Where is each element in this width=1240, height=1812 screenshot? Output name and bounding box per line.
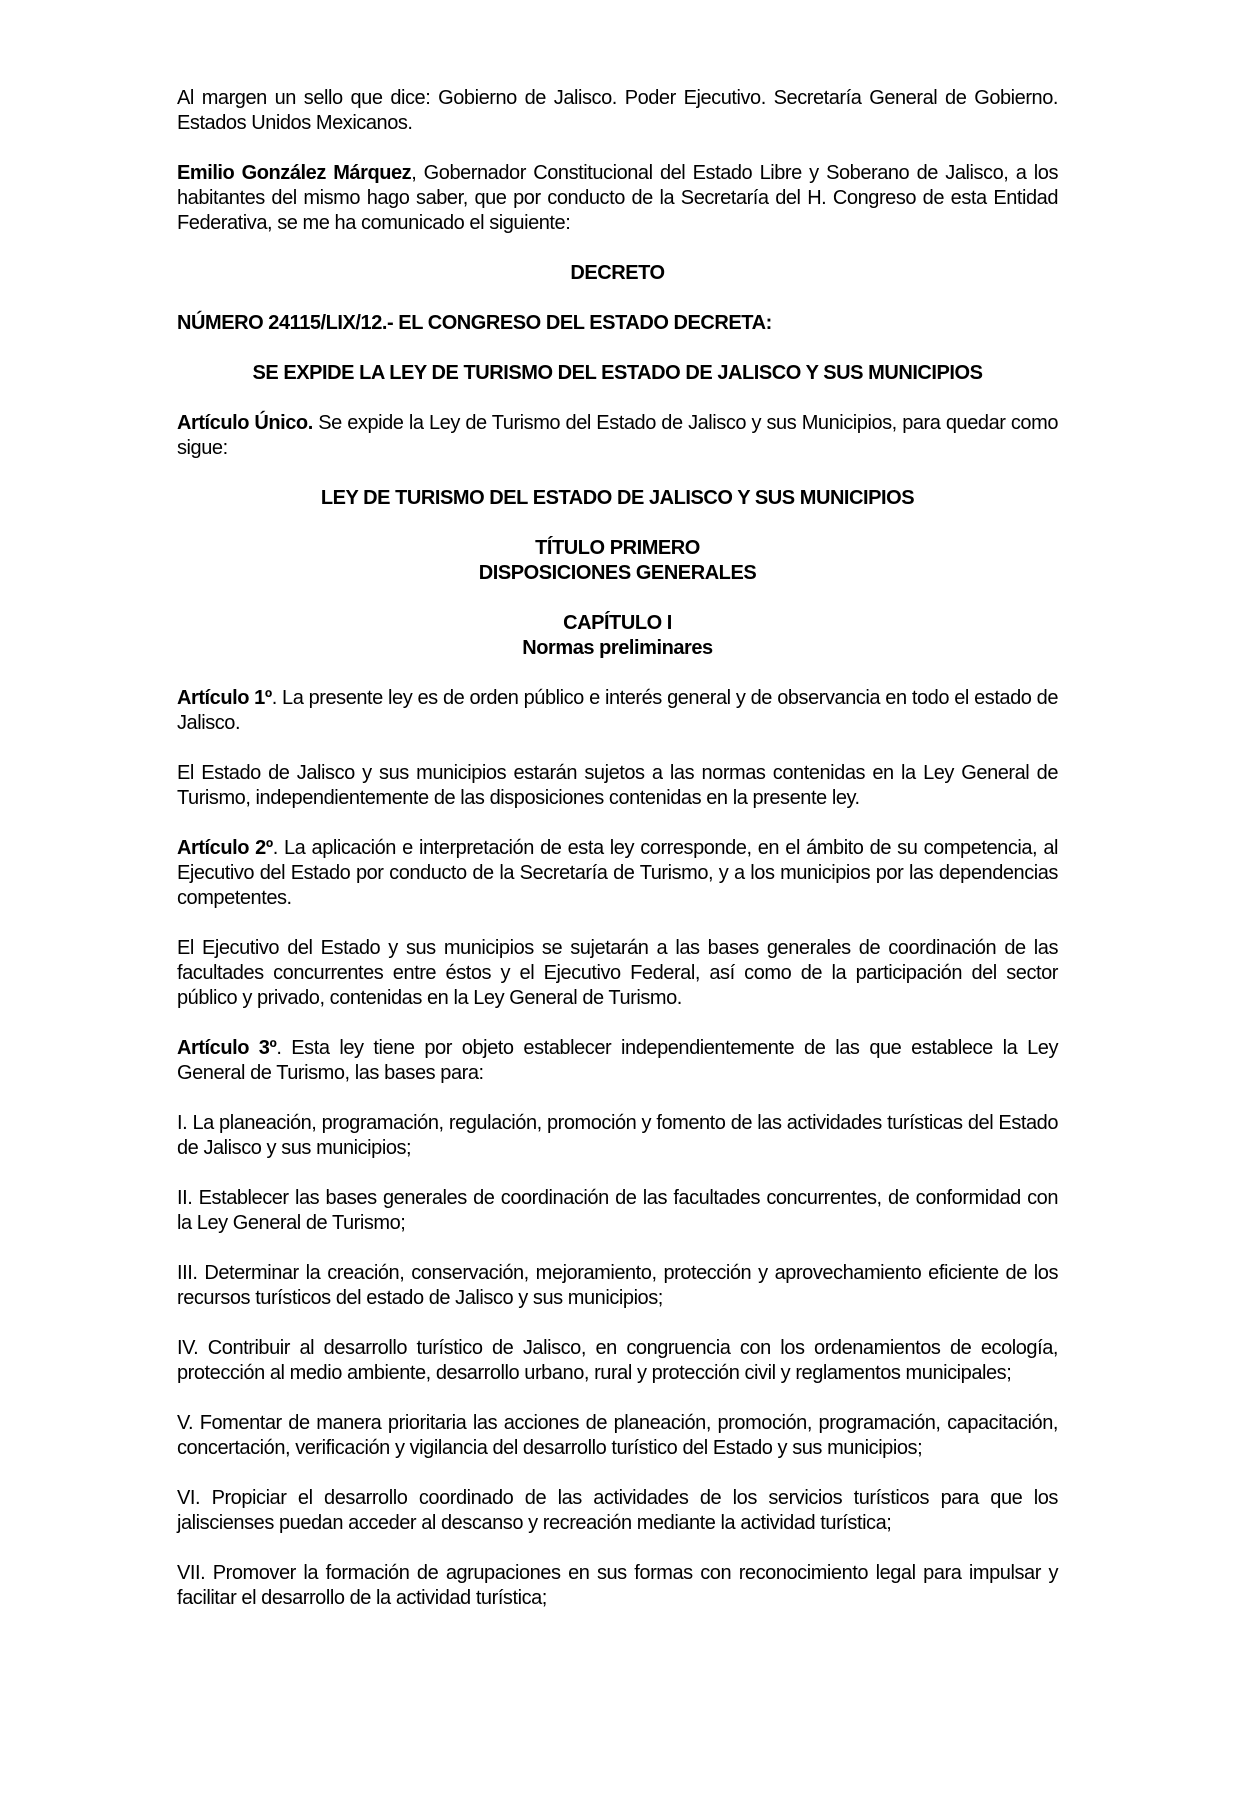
article-2-text: . La aplicación e interpretación de esta ley corresponde, en el ámbito de su competencia, al Ejecutivo del Estado por conducto de la Secretaría de Turismo, y a los municipios por las dependencias competentes. — [177, 837, 1059, 909]
article-3-text: . Esta ley tiene por objeto establecer independientemente de las que establece la Ley General de Turismo, las bases para: — [177, 1037, 1059, 1084]
article-2-label: Artículo 2º — [177, 837, 273, 859]
titulo-primero: TÍTULO PRIMERO — [535, 537, 700, 559]
fraction-i: I. La planeación, programación, regulación, promoción y fomento de las actividades turísticas del Estado de Jalisco y sus municipios; — [177, 1112, 1058, 1159]
decree-title: SE EXPIDE LA LEY DE TURISMO DEL ESTADO DE JALISCO Y SUS MUNICIPIOS — [252, 362, 983, 384]
article-unico-text: Se expide la Ley de Turismo del Estado de Jalisco y sus Municipios, para quedar como sigue: — [177, 412, 1058, 459]
law-title: LEY DE TURISMO DEL ESTADO DE JALISCO Y SUS MUNICIPIOS — [320, 487, 915, 509]
seal-paragraph: Al margen un sello que dice: Gobierno de Jalisco. Poder Ejecutivo. Secretaría General de Gobierno. Estados Unidos Mexicanos. — [177, 87, 1058, 134]
fraction-vi: VI. Propiciar el desarrollo coordinado de las actividades de los servicios turísticos para que los jaliscienses puedan acceder al descanso y recreación mediante la actividad turística; — [177, 1487, 1058, 1534]
fraction-iv: IV. Contribuir al desarrollo turístico de Jalisco, en congruencia con los ordenamientos de ecología, protección al medio ambiente, desarrollo urbano, rural y protección civil y reglamentos municipales; — [177, 1337, 1058, 1384]
fraction-ii: II. Establecer las bases generales de coordinación de las facultades concurrentes, de conformidad con la Ley General de Turismo; — [177, 1187, 1058, 1234]
governor-name: Emilio González Márquez — [177, 162, 412, 184]
capitulo-heading — [177, 611, 1058, 661]
article-2-paragraph-2: El Ejecutivo del Estado y sus municipios se sujetarán a las bases generales de coordinación de las facultades concurrentes entre éstos y el Ejecutivo Federal, así como de la participación del sector público y privado, contenidas en la Ley General de Turismo. — [177, 937, 1058, 1009]
titulo-primero-heading — [177, 536, 1058, 586]
document-page — [177, 86, 1058, 1636]
governor-paragraph — [177, 161, 1058, 236]
decree-heading: DECRETO — [570, 262, 665, 284]
article-3-label: Artículo 3º — [177, 1037, 277, 1059]
fraction-vii: VII. Promover la formación de agrupaciones en sus formas con reconocimiento legal para impulsar y facilitar el desarrollo de la actividad turística; — [177, 1562, 1058, 1609]
fraction-v: V. Fomentar de manera prioritaria las acciones de planeación, promoción, programación, capacitación, concertación, verificación y vigilancia del desarrollo turístico del Estado y sus municipios; — [177, 1412, 1058, 1459]
article-1-paragraph-2: El Estado de Jalisco y sus municipios estarán sujetos a las normas contenidas en la Ley General de Turismo, independientemente de las disposiciones contenidas en la presente ley. — [177, 762, 1058, 809]
decree-number: NÚMERO 24115/LIX/12.- EL CONGRESO DEL ESTADO DECRETA: — [177, 312, 772, 334]
article-unico — [177, 411, 1058, 461]
article-2 — [177, 836, 1058, 911]
article-3 — [177, 1036, 1058, 1086]
titulo-primero-name: DISPOSICIONES GENERALES — [478, 562, 757, 584]
article-1-label: Artículo 1º — [177, 687, 272, 709]
fraction-iii: III. Determinar la creación, conservación, mejoramiento, protección y aprovechamiento eficiente de los recursos turísticos del estado de Jalisco y sus municipios; — [177, 1262, 1058, 1309]
article-1 — [177, 686, 1058, 736]
article-unico-label: Artículo Único. — [177, 412, 313, 434]
governor-text: , Gobernador Constitucional del Estado Libre y Soberano de Jalisco, a los habitantes del mismo hago saber, que por conducto de la Secretaría del H. Congreso de esta Entidad Federativa, se me ha comunicado el siguiente: — [177, 162, 1058, 234]
capitulo-number: CAPÍTULO I — [563, 612, 672, 634]
capitulo-name: Normas preliminares — [522, 637, 713, 659]
article-1-text: . La presente ley es de orden público e interés general y de observancia en todo el estado de Jalisco. — [177, 687, 1059, 734]
